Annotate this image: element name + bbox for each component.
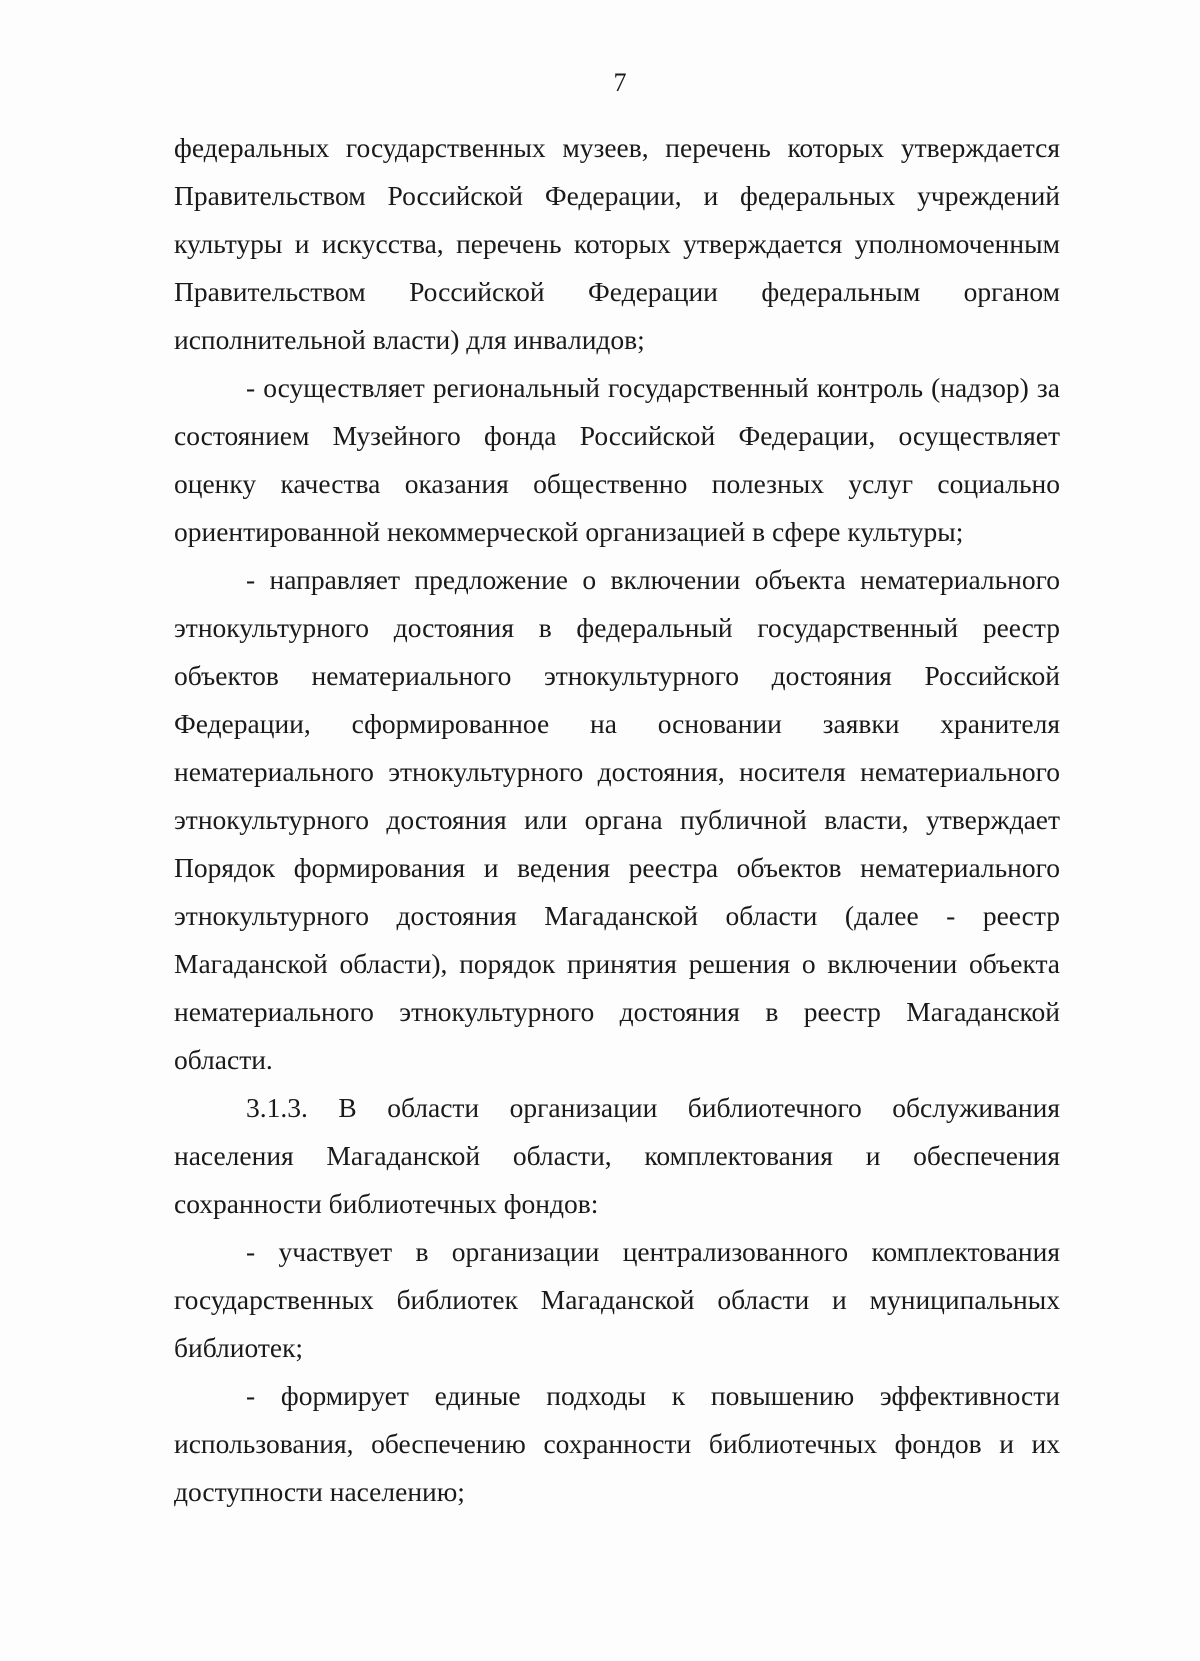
- document-body: [174, 124, 1060, 1516]
- paragraph-museum-fund-control: - осуществляет региональный государственный контроль (надзор) за состоянием Музейного фонда Российской Федерации, осуществляет оценку качества оказания общественно полезных услуг социально ориентированной некоммерческой организацией в сфере культуры;: [174, 372, 1060, 547]
- paragraph-centralized-acquisition: - участвует в организации централизованного комплектования государственных библиотек Магаданской области и муниципальных библиотек;: [174, 1236, 1060, 1363]
- paragraph-continuation: федеральных государственных музеев, перечень которых утверждается Правительством Российской Федерации, и федеральных учреждений культуры и искусства, перечень которых утверждается уполномоченным Правительством Российской Федерации федеральным органом исполнительной власти) для инвалидов;: [174, 132, 1060, 355]
- paragraph-section-3-1-3: 3.1.3. В области организации библиотечного обслуживания населения Магаданской области, комплектования и обеспечения сохранности библиотечных фондов:: [174, 1092, 1060, 1219]
- paragraph-ethnocultural-heritage-register: - направляет предложение о включении объекта нематериального этнокультурного достояния в федеральный государственный реестр объектов нематериального этнокультурного достояния Российской Федерации, сформированное на основании заявки хранителя нематериального этнокультурного достояния, носителя нематериального этнокультурного достояния или органа публичной власти, утверждает Порядок формирования и ведения реестра объектов нематериального этнокультурного достояния Магаданской области (далее - реестр Магаданской области), порядок принятия решения о включении объекта нематериального этнокультурного достояния в реестр Магаданской области.: [174, 564, 1060, 1075]
- page-number: 7: [613, 68, 627, 97]
- paragraph-library-funds-efficiency: - формирует единые подходы к повышению эффективности использования, обеспечению сохранности библиотечных фондов и их доступности населению;: [174, 1380, 1060, 1507]
